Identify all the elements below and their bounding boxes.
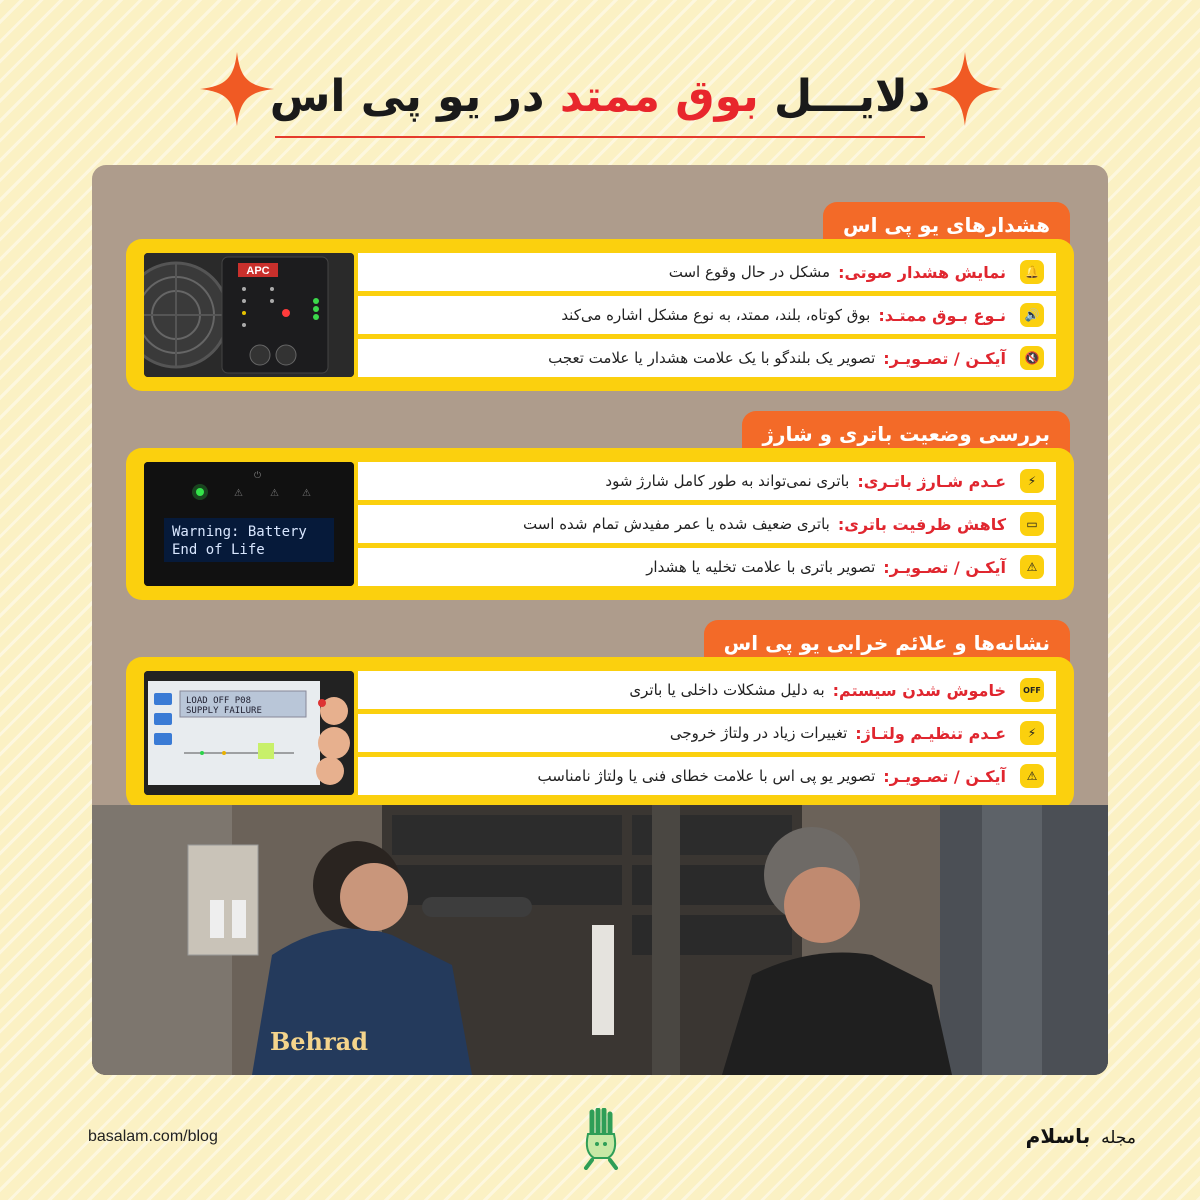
- list-item: ⚠ آیکـن / تصـویـر: تصویر باتری با علامت تخلیه یا هشدار: [358, 548, 1056, 586]
- list-item: 🔇 آیکـن / تصـویـر: تصویر یک بلندگو با یک علامت هشدار یا علامت تعجب: [358, 339, 1056, 377]
- title-highlight: بوق ممتد: [559, 71, 759, 122]
- svg-text:⏻: ⏻: [254, 471, 262, 481]
- title-underline: [275, 136, 925, 138]
- lcd-line-2: SUPPLY FAILURE: [186, 706, 262, 716]
- svg-text:⚠: ⚠: [302, 488, 311, 499]
- list-item: 🔊 نـوع بـوق ممتـد: بوق کوتاه، بلند، ممتد، به نوع مشکل اشاره می‌کند: [358, 296, 1056, 334]
- list-item: 🔔 نمایش هشدار صوتی: مشکل در حال وقوع است: [358, 253, 1056, 291]
- list-item: ⚠ آیکـن / تصـویـر: تصویر یو پی اس با علامت خطای فنی یا ولتاژ نامناسب: [358, 757, 1056, 795]
- header: [0, 0, 1200, 160]
- battery-lcd-photo: [144, 462, 354, 586]
- battery-low-icon: ▭: [1020, 512, 1044, 536]
- list-item: ▭ کاهش ظرفیت باتری: باتری ضعیف شده یا عمر مفیدش تمام شده است: [358, 505, 1056, 543]
- footer-url[interactable]: basalam.com/blog: [88, 1128, 218, 1145]
- battery-warning-icon: ⚠: [1020, 555, 1044, 579]
- section-card-battery-check: [126, 448, 1074, 600]
- shirt-text: Behrad: [270, 1027, 368, 1056]
- ups-warning-icon: ⚠: [1020, 764, 1044, 788]
- ups-panel-photo: [144, 671, 354, 795]
- lcd-line-1: Warning: Battery: [172, 524, 307, 540]
- brand-prefix: مجله: [1101, 1128, 1136, 1148]
- section-tab-failure-signs: نشانه‌ها و علائم خرابی یو پی اس: [704, 620, 1070, 668]
- lcd-line-2: End of Life: [172, 542, 265, 558]
- title-part2: در یو پی اس: [269, 71, 545, 122]
- off-icon: OFF: [1020, 678, 1044, 702]
- section-card-ups-alarms: [126, 239, 1074, 391]
- svg-text:⚠: ⚠: [270, 488, 279, 499]
- speaker-warning-icon: 🔇: [1020, 346, 1044, 370]
- title-part1: دلایـــل: [774, 71, 931, 122]
- speaker-icon: 🔊: [1020, 303, 1044, 327]
- battery-charge-icon: ⚡: [1020, 469, 1044, 493]
- bell-icon: 🔔: [1020, 260, 1044, 284]
- svg-text:⚠: ⚠: [234, 488, 243, 499]
- apc-logo: APC: [246, 265, 270, 277]
- apc-ups-photo: [144, 253, 354, 377]
- footer-brand: [1026, 1124, 1136, 1148]
- mascot-icon: [578, 1108, 624, 1170]
- section-tab-battery-check: بررسی وضعیت باتری و شارژ: [742, 411, 1070, 459]
- list-item: ⚡ عـدم شـارژ باتـری: باتری نمی‌تواند به طور کامل شارژ شود: [358, 462, 1056, 500]
- content-panel: [92, 165, 1108, 1075]
- lcd-line-1: LOAD OFF P08: [186, 696, 252, 706]
- technicians-photo: [92, 805, 1108, 1075]
- list-item: ⚡ عـدم تنظیـم ولتـاژ: تغییرات زیاد در ولتاژ خروجی: [358, 714, 1056, 752]
- page-title: [0, 62, 1200, 132]
- section-tab-ups-alarms: هشدارهای یو پی اس: [823, 202, 1070, 250]
- voltage-icon: ⚡: [1020, 721, 1044, 745]
- brand-name: باسلام: [1025, 1124, 1091, 1148]
- list-item: OFF خاموش شدن سیستم: به دلیل مشکلات داخلی یا باتری: [358, 671, 1056, 709]
- section-card-failure-signs: [126, 657, 1074, 809]
